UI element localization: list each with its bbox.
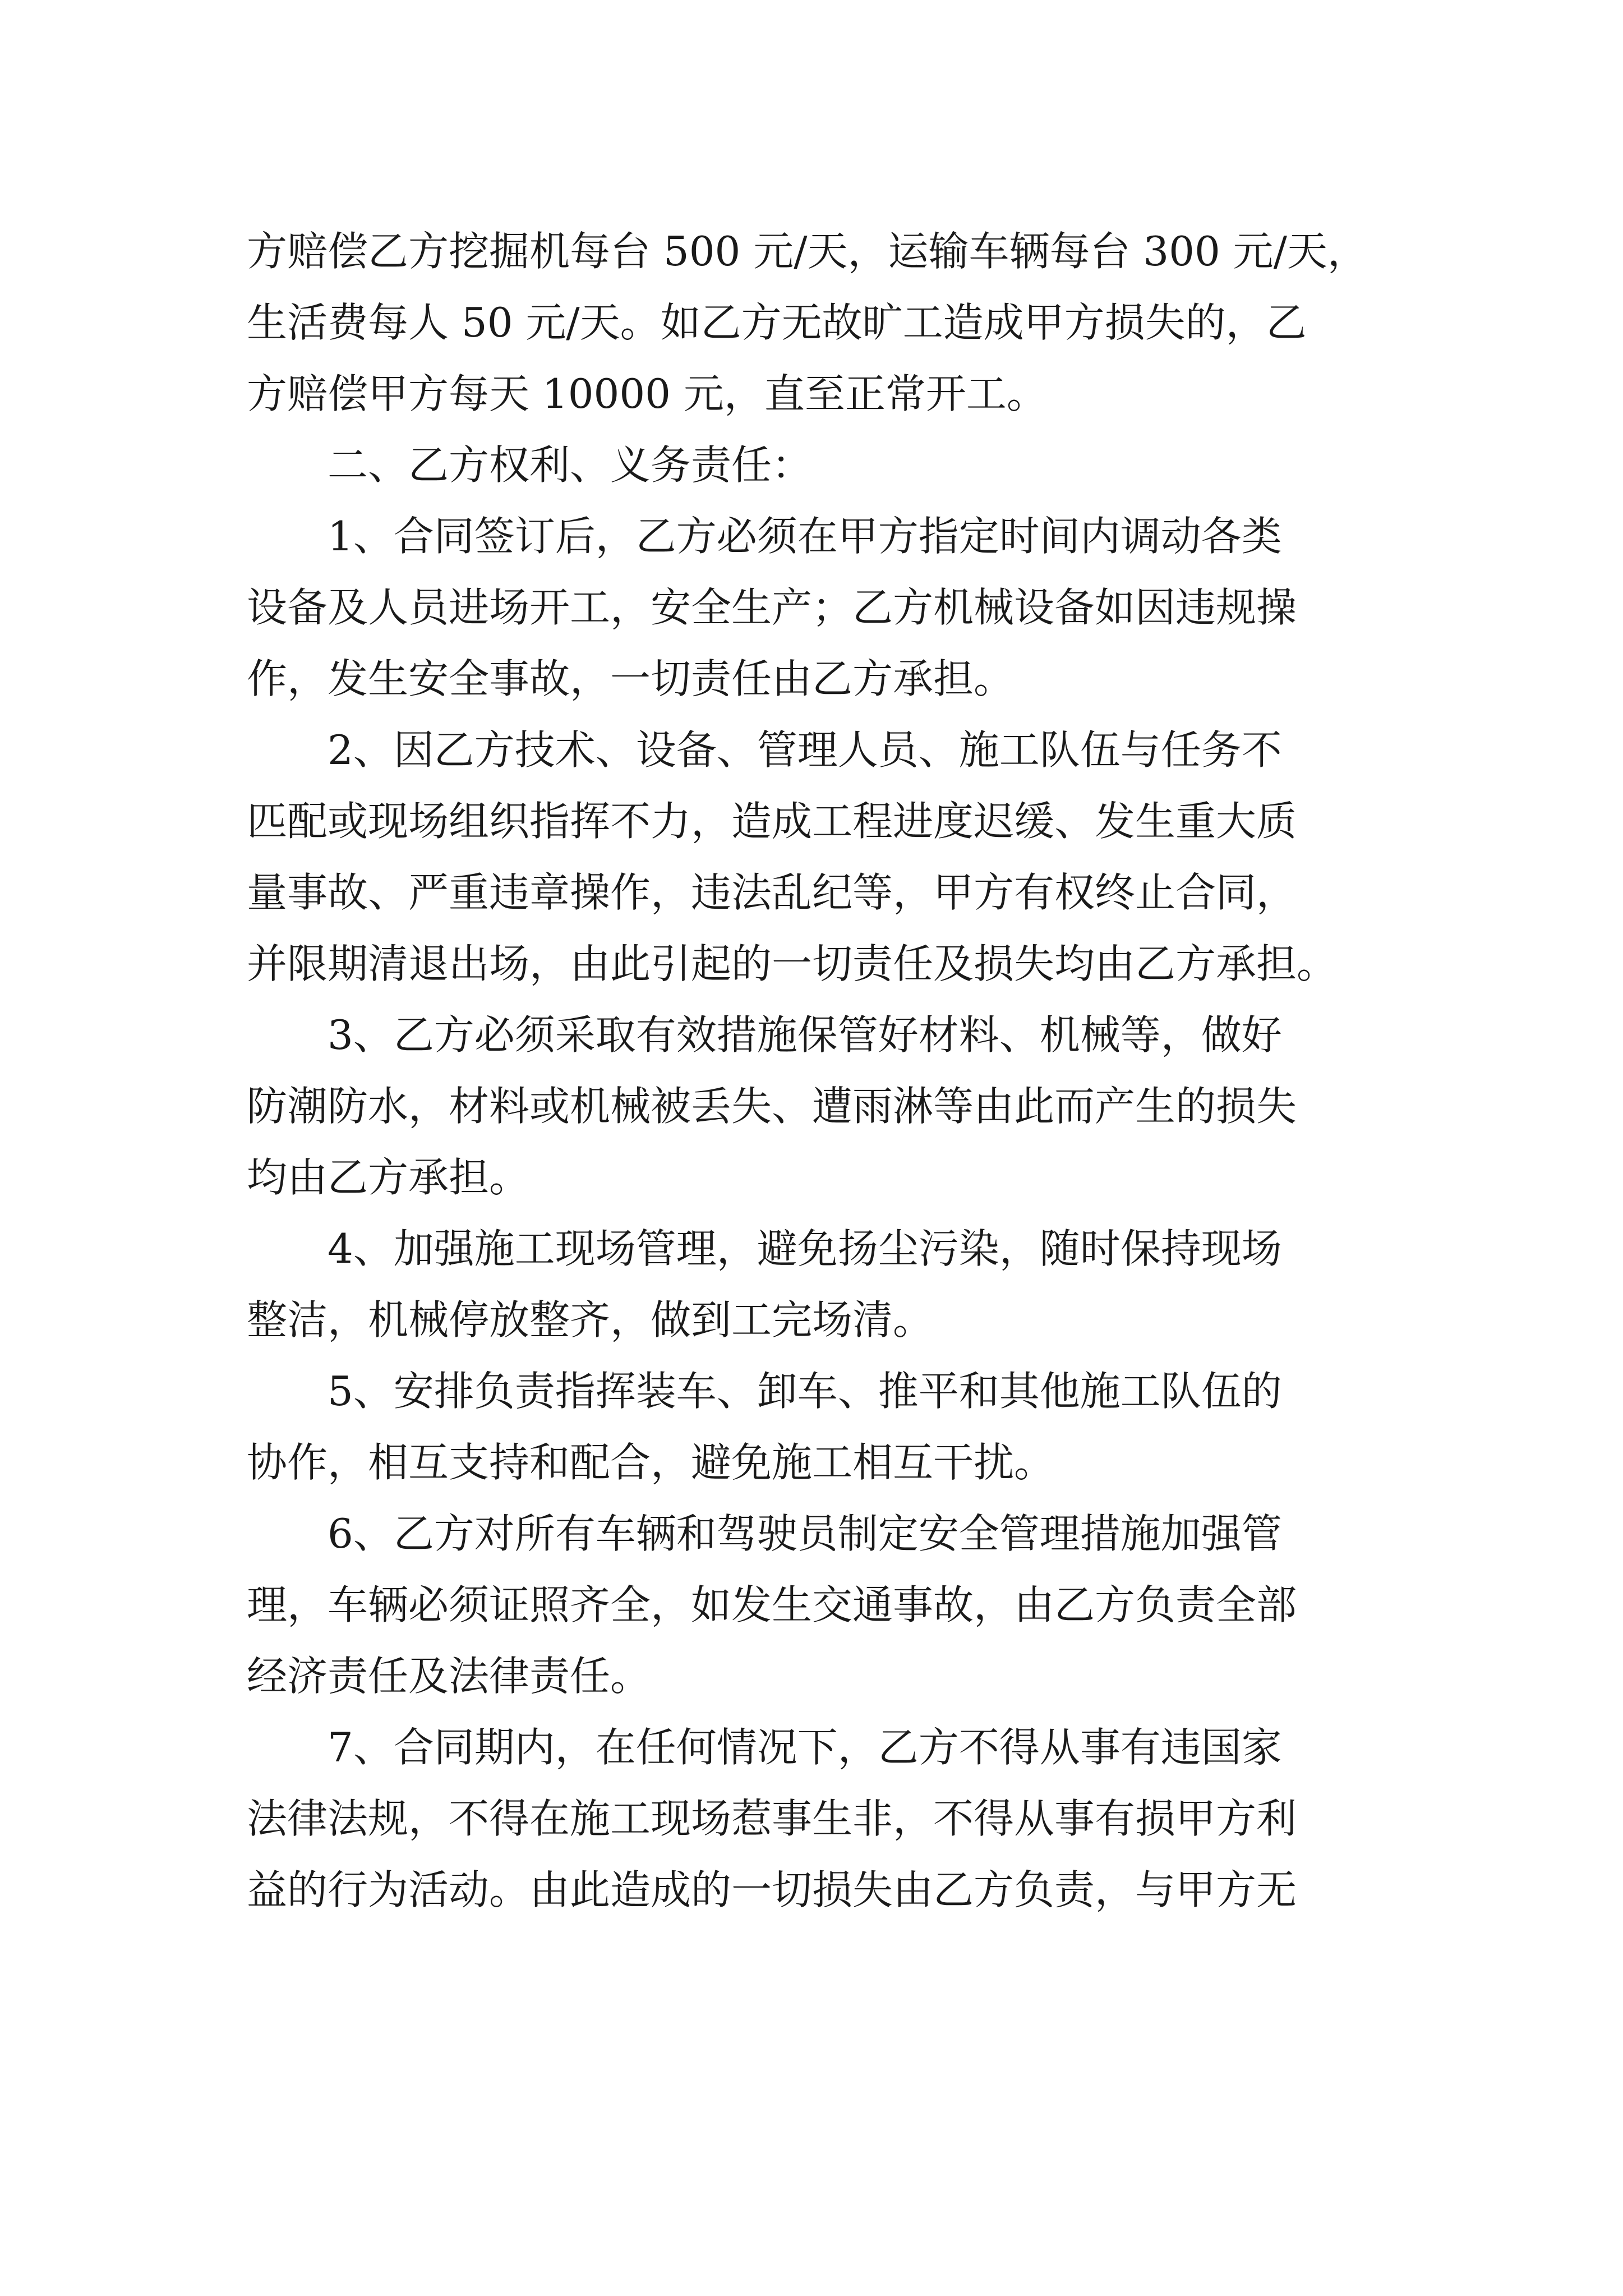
text-line: 1、合同签订后，乙方必须在甲方指定时间内调动各类 — [328, 513, 1282, 560]
text-line: 2、因乙方技术、设备、管理人员、施工队伍与任务不 — [328, 726, 1282, 774]
text-line: 量事故、严重违章操作，违法乱纪等，甲方有权终止合同， — [247, 869, 1297, 916]
text-line: 4、加强施工现场管理，避免扬尘污染，随时保持现场 — [328, 1225, 1282, 1272]
text-line: 方赔偿甲方每天 10000 元，直至正常开工。 — [247, 370, 1047, 417]
text-line: 5、安排负责指挥装车、卸车、推平和其他施工队伍的 — [328, 1368, 1282, 1415]
text-line: 并限期清退出场，由此引起的一切责任及损失均由乙方承担。 — [247, 940, 1338, 987]
text-line: 法律法规，不得在施工现场惹事生非，不得从事有损甲方利 — [247, 1795, 1297, 1842]
text-line: 生活费每人 50 元/天。如乙方无故旷工造成甲方损失的，乙 — [247, 299, 1307, 346]
text-line: 6、乙方对所有车辆和驾驶员制定安全管理措施加强管 — [328, 1510, 1282, 1557]
text-line: 防潮防水，材料或机械被丢失、遭雨淋等由此而产生的损失 — [247, 1083, 1297, 1130]
document-body — [247, 216, 1385, 1926]
text-line: 作，发生安全事故，一切责任由乙方承担。 — [247, 655, 1015, 702]
text-line: 协作，相互支持和配合，避免施工相互干扰。 — [247, 1439, 1055, 1486]
text-line: 7、合同期内，在任何情况下，乙方不得从事有违国家 — [328, 1724, 1282, 1771]
text-line: 益的行为活动。由此造成的一切损失由乙方负责，与甲方无 — [247, 1866, 1297, 1913]
text-line: 方赔偿乙方挖掘机每台 500 元/天，运输车辆每台 300 元/天， — [247, 228, 1368, 275]
text-line: 均由乙方承担。 — [247, 1154, 530, 1201]
text-line: 3、乙方必须采取有效措施保管好材料、机械等，做好 — [328, 1011, 1282, 1059]
text-line: 匹配或现场组织指挥不力，造成工程进度迟缓、发生重大质 — [247, 798, 1297, 845]
text-line: 整洁，机械停放整齐，做到工完场清。 — [247, 1296, 934, 1343]
text-line: 二、乙方权利、义务责任： — [328, 441, 813, 489]
text-line: 理，车辆必须证照齐全，如发生交通事故，由乙方负责全部 — [247, 1581, 1297, 1628]
text-line: 设备及人员进场开工，安全生产；乙方机械设备如因违规操 — [247, 584, 1297, 631]
text-line: 经济责任及法律责任。 — [247, 1653, 651, 1700]
